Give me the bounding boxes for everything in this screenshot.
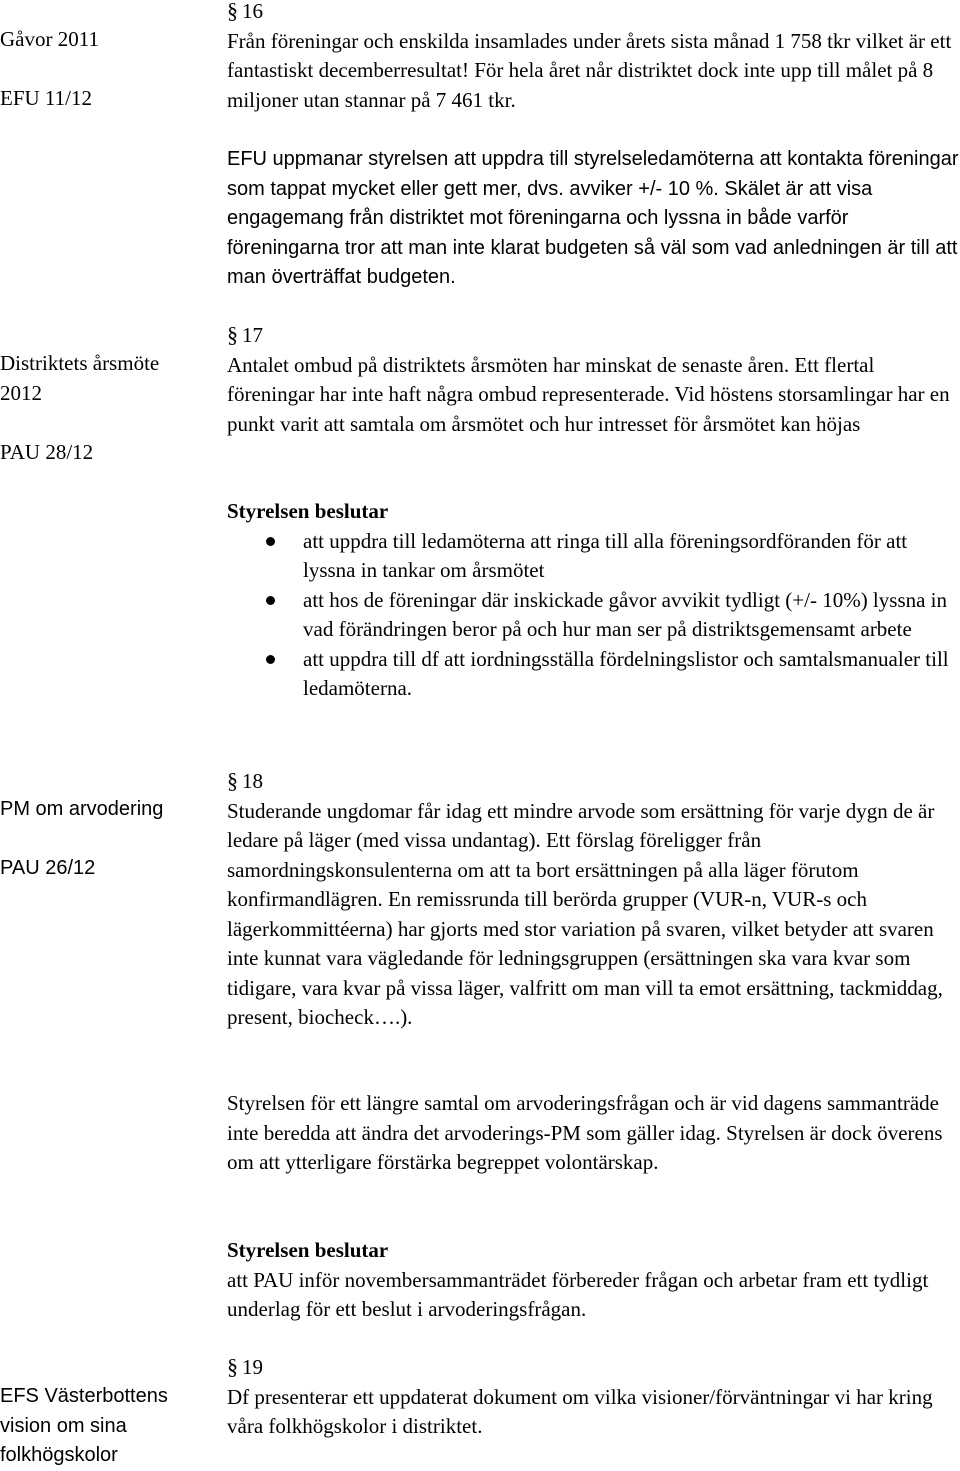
- section-16-paragraph-1: Från föreningar och enskilda insamlades under årets sista månad 1 758 tkr vilket är ett fantastiskt decemberresultat! För hela året når distriktet dock inte upp till målet på 8 miljoner utan stannar på 7 461 tkr.: [227, 28, 952, 112]
- section-18-heading: [227, 766, 960, 797]
- section-17-heading: [227, 320, 960, 351]
- list-item-text: att hos de föreningar där inskickade gåvor avvikit tydligt (+/- 10%) lyssna in vad förändringen beror på och hur man ser på distriktsgemensamt arbete: [303, 587, 948, 641]
- section-18-decision-heading: Styrelsen beslutar: [227, 1238, 389, 1262]
- margin-label-pm: PM om arvodering: [0, 798, 164, 820]
- bullet-icon: [266, 537, 275, 546]
- margin-label-gavor: Gåvor 2011: [0, 27, 99, 51]
- margin-label-arsmote: [0, 349, 215, 408]
- section-symbol: §: [227, 1354, 238, 1379]
- section-19: [227, 1352, 960, 1442]
- margin-label-arsmote-line1: Distriktets årsmöte: [0, 351, 160, 375]
- section-symbol: §: [227, 322, 238, 347]
- section-18-paragraph-2-wrap: [227, 1089, 960, 1178]
- section-17-paragraph-1: Antalet ombud på distriktets årsmöten har minskat de senaste åren. Ett flertal föreningar har inte haft några ombud representerade. Vid höstens storsamlingar har en punkt varit att samtala om årsmötet och hur intresset för årsmötet kan höjas: [227, 352, 950, 436]
- section-symbol: §: [227, 0, 238, 23]
- section-17-decision-heading: Styrelsen beslutar: [227, 499, 389, 523]
- margin-label-efs-line2: vision om sina: [0, 1414, 127, 1437]
- margin-label-arsmote-line2: 2012: [0, 380, 42, 405]
- section-number: 17: [242, 323, 263, 347]
- section-18-paragraph-1: Studerande ungdomar får idag ett mindre arvode som ersättning för varje dygn de är ledare på läger (med vissa undantag). Ett förslag föreligger från samordningskonsulenterna om att ta bort ersättningen på alla läger förutom konfirmandlägren. En remissrunda till berörda grupper (VUR-n, VUR-s och lägerkommittéerna) har gjorts med stor variation på svaren, vilket betyder att svaren inte kunnat vara vägledande för ledningsgruppen (ersättningen ska vara kvar som tidigare, vara kvar på vissa läger, valfritt om man vill ta emot ersättning, tackmiddag, present, biocheck….).: [227, 798, 943, 1029]
- section-18-decision: [227, 1236, 960, 1325]
- margin-label-efs: [0, 1382, 215, 1471]
- section-number: 16: [242, 0, 263, 23]
- list-item: [227, 645, 960, 704]
- section-17-decision-list: [227, 527, 960, 704]
- bullet-icon: [266, 655, 275, 664]
- bullet-icon: [266, 596, 275, 605]
- section-symbol: §: [227, 768, 238, 793]
- margin-label-efs-line1: EFS Västerbottens: [0, 1385, 168, 1407]
- margin-label-efs-line3: folkhögskolor: [0, 1444, 118, 1466]
- section-number: 19: [242, 1355, 263, 1379]
- section-16-paragraph-2: EFU uppmanar styrelsen att uppdra till styrelseledamöterna att kontakta föreningar som tappat mycket eller gett mer, dvs. avviker +/- 10 %. Skälet är att visa engagemang från distriktet mot föreningarna och lyssna in både varför föreningarna tror att man inte klarat budgeten så väl som vad anledningen är till att man överträffat budgeten.: [227, 148, 959, 288]
- section-18-decision-text: att PAU inför novembersammanträdet förbereder frågan och arbetar fram ett tydligt underlag för ett beslut i arvoderingsfrågan.: [227, 1267, 929, 1321]
- section-17-decision: [227, 497, 960, 704]
- section-18: [227, 766, 960, 1033]
- margin-label-efu: EFU 11/12: [0, 86, 92, 110]
- margin-label-pau28: PAU 28/12: [0, 440, 94, 464]
- section-18-paragraph-2: Styrelsen för ett längre samtal om arvoderingsfrågan och är vid dagens sammanträde inte beredda att ändra det arvoderings-PM som gäller idag. Styrelsen är dock överens om att ytterligare förstärka begreppet volontärskap.: [227, 1091, 943, 1174]
- list-item-text: att uppdra till ledamöterna att ringa till alla föreningsordföranden för att lyssna in tankar om årsmötet: [303, 528, 908, 582]
- section-19-heading: [227, 1352, 960, 1383]
- list-item: [227, 586, 960, 645]
- list-item-text: att uppdra till df att iordningsställa fördelningslistor och samtalsmanualer till ledamöterna.: [303, 646, 949, 700]
- section-19-paragraph-1: Df presenterar ett uppdaterat dokument om vilka visioner/förväntningar vi har kring våra folkhögskolor i distriktet.: [227, 1384, 933, 1438]
- section-16-efu-paragraph: [227, 145, 960, 293]
- section-number: 18: [242, 769, 263, 793]
- list-item: [227, 527, 960, 586]
- section-16-heading: [227, 0, 960, 27]
- section-17: [227, 320, 960, 439]
- section-16: [227, 0, 960, 115]
- margin-label-pau26: PAU 26/12: [0, 857, 96, 879]
